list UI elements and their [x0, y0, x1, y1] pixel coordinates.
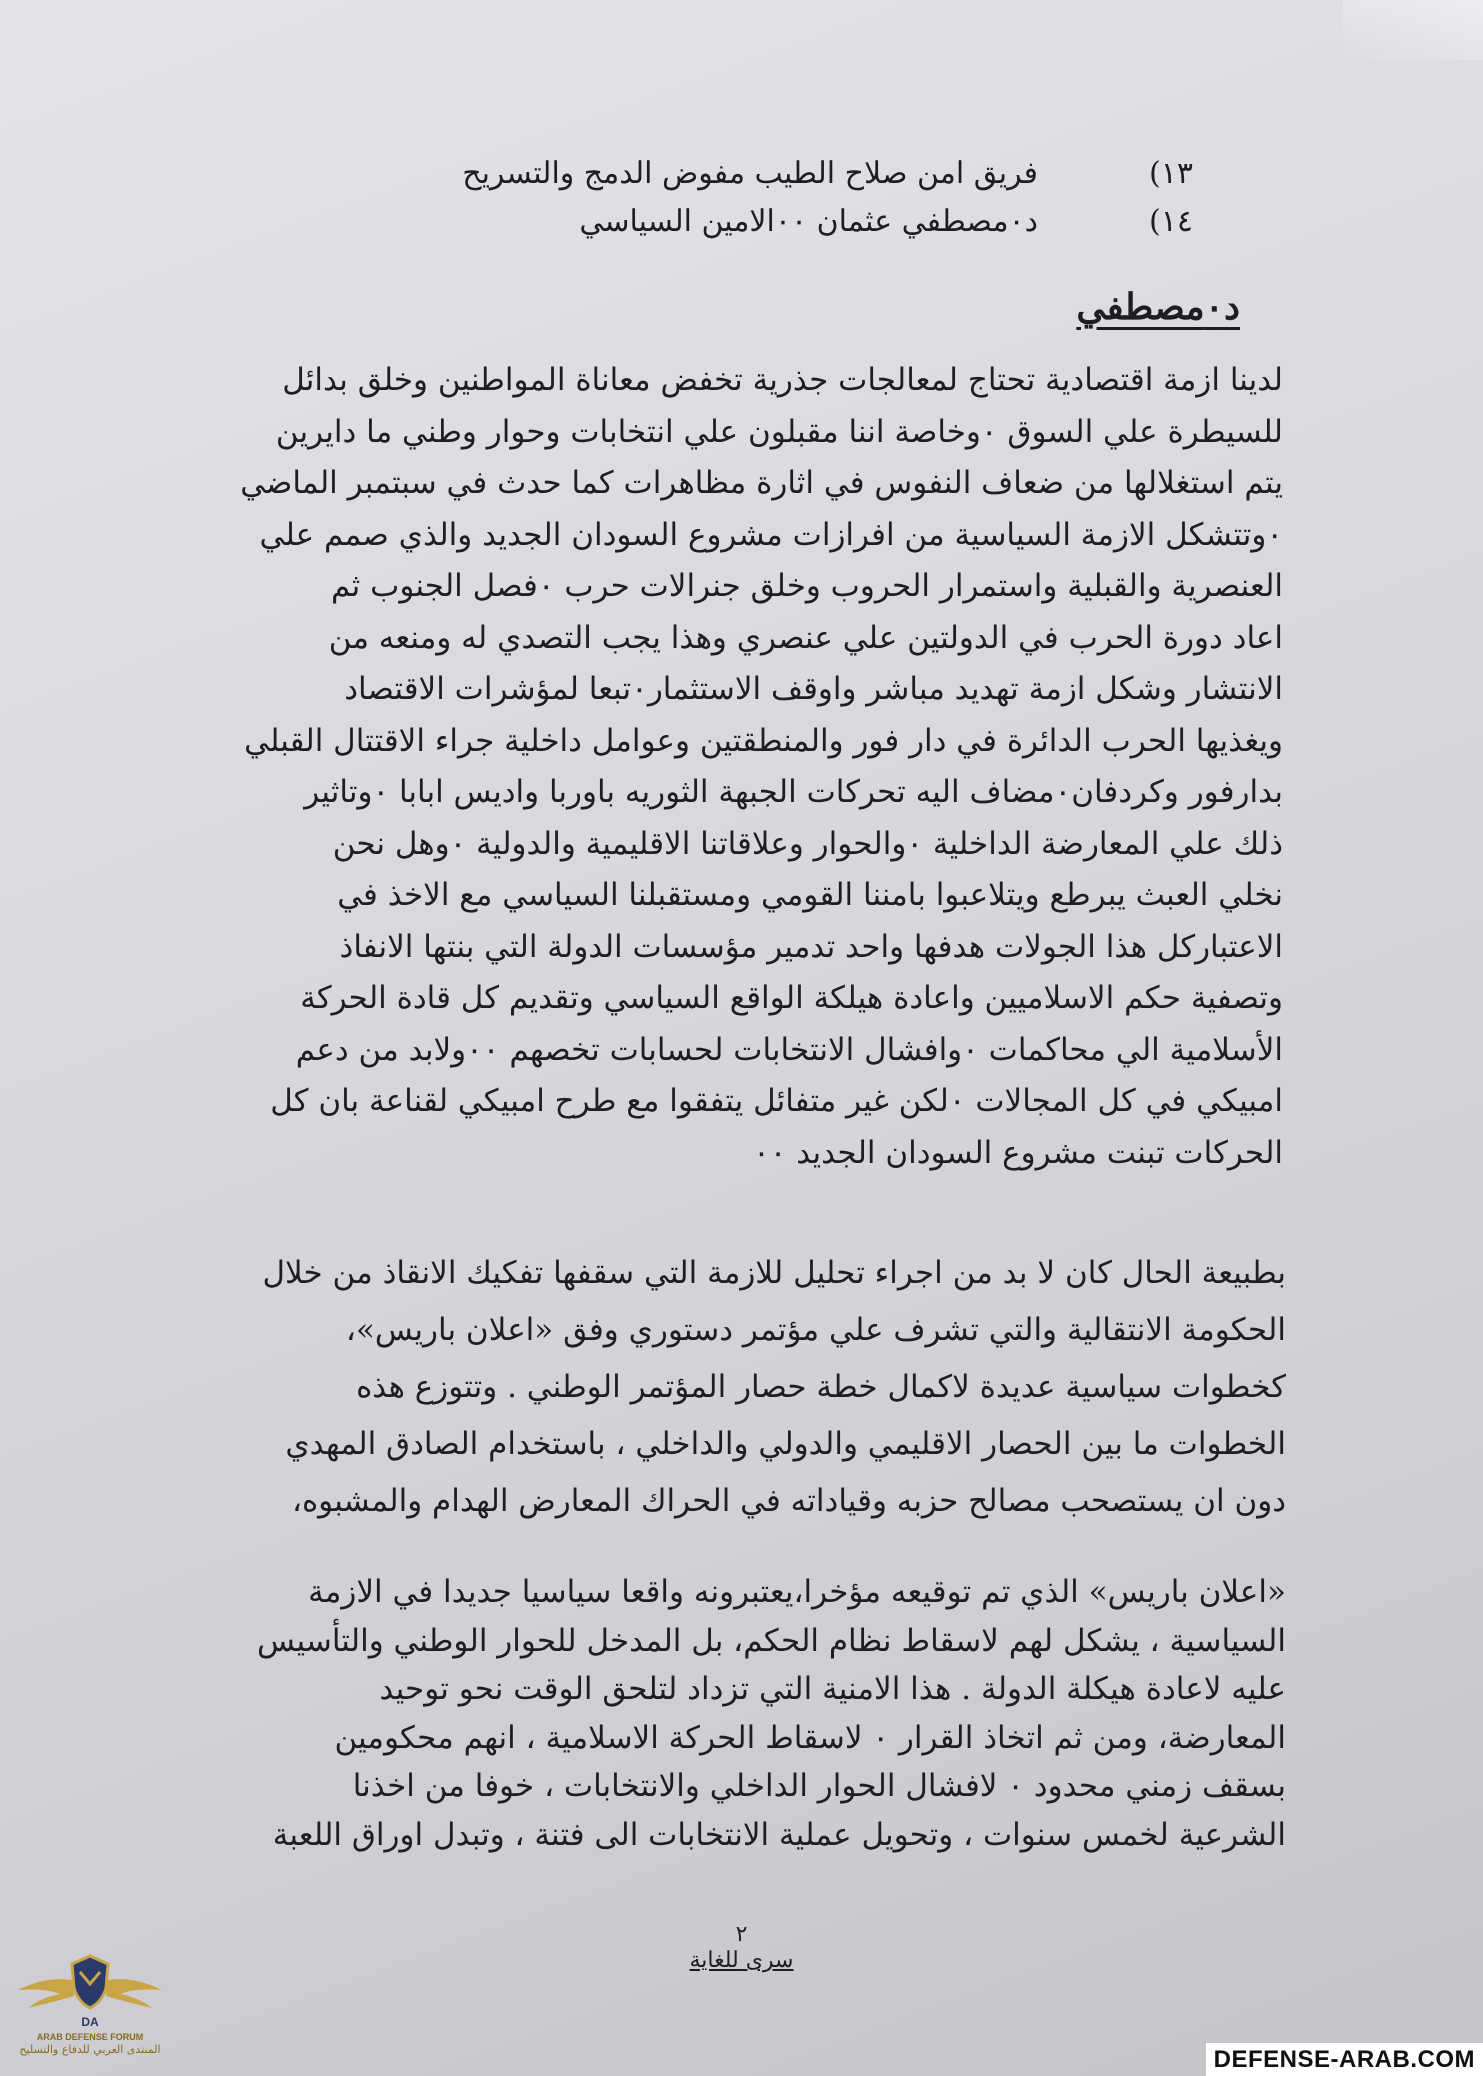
page-number: ٢ — [735, 1922, 748, 1947]
list-item-13 — [293, 156, 1193, 196]
text-line: بدارفور وكردفان٠مضاف اليه تحركات الجبهة الثوريه باوربا واديس ابابا ٠وتاثير — [304, 774, 1283, 810]
text-line: عليه لاعادة هيكلة الدولة . هذا الامنية التي تزداد لتلحق الوقت نحو توحيد — [379, 1671, 1286, 1707]
text-line: الأسلامية الي محاكمات ٠وافشال الانتخابات لحسابات تخصهم ٠٠ولابد من دعم — [295, 1031, 1283, 1068]
paragraph-1 — [213, 355, 1283, 1179]
text-line: العنصرية والقبلية واستمرار الحروب وخلق جنرالات حرب ٠فصل الجنوب ثم — [331, 568, 1283, 604]
text-line: لدينا ازمة اقتصادية تحتاج لمعالجات جذرية تخفض معاناة المواطنين وخلق بدائل — [282, 362, 1283, 398]
text-line: نخلي العبث يبرطع ويتلاعبوا بامننا القومي ومستقبلنا السياسي مع الاخذ في — [337, 877, 1283, 913]
text-line: المعارضة، ومن ثم اتخاذ القرار ٠ لاسقاط الحركة الاسلامية ، انهم محكومين — [334, 1719, 1286, 1756]
paragraph-3 — [206, 1568, 1286, 1859]
text-line: ٠وتتشكل الازمة السياسية من افرازات مشروع السودان الجديد والذي صمم علي — [259, 516, 1283, 553]
list-item-text: د٠مصطفي عثمان ٠٠الامين السياسي — [579, 204, 1038, 239]
text-line: الاعتباركل هذا الجولات هدفها واحد تدمير مؤسسات الدولة التي بنتها الانفاذ — [339, 928, 1283, 965]
text-line: ويغذيها الحرب الدائرة في دار فور والمنطقتين وعوامل داخلية جراء الاقتتال القبلي — [244, 722, 1283, 759]
list-item-number: ١٤) — [1149, 204, 1193, 239]
paper-fold-highlight — [1343, 0, 1483, 60]
logo-caption-arabic: المنتدى العربي للدفاع والتسليح — [19, 2043, 161, 2056]
list-item-14 — [293, 204, 1193, 244]
svg-text:DA: DA — [81, 2015, 99, 2029]
text-line: الخطوات ما بين الحصار الاقليمي والدولي والداخلي ، باستخدام الصادق المهدي — [285, 1426, 1286, 1462]
text-line: بسقف زمني محدود ٠ لافشال الحوار الداخلي والانتخابات ، خوفا من اخذنا — [352, 1768, 1286, 1804]
text-line: يتم استغلالها من ضعاف النفوس في اثارة مظاهرات كما حدث في سبتمبر الماضي — [240, 465, 1283, 501]
section-heading: د٠مصطفي — [1076, 286, 1240, 328]
list-item-text: فريق امن صلاح الطيب مفوض الدمج والتسريح — [462, 156, 1038, 191]
text-line: امبيكي في كل المجالات ٠لكن غير متفائل يتفقوا مع طرح امبيكي لقناعة بان كل — [270, 1083, 1283, 1119]
text-line: للسيطرة علي السوق ٠وخاصة اننا مقبلون علي انتخابات وحوار وطني ما دايرين — [275, 413, 1283, 450]
site-watermark: DEFENSE-ARAB.COM — [1206, 2043, 1483, 2076]
text-line: بطبيعة الحال كان لا بد من اجراء تحليل للازمة التي سقفها تفكيك الانقاذ من خلال — [262, 1255, 1286, 1291]
text-line: كخطوات سياسية عديدة لاكمال خطة حصار المؤتمر الوطني . وتتوزع هذه — [356, 1369, 1286, 1405]
forum-logo — [10, 1950, 170, 2070]
text-line: السياسية ، يشكل لهم لاسقاط نظام الحكم، بل المدخل للحوار الوطني والتأسيس — [256, 1622, 1286, 1659]
text-line: الانتشار وشكل ازمة تهديد مباشر واوقف الاستثمار٠تبعا لمؤشرات الاقتصاد — [344, 671, 1283, 707]
text-line: الحكومة الانتقالية والتي تشرف علي مؤتمر دستوري وفق «اعلان باريس»، — [345, 1312, 1286, 1348]
logo-caption-english: ARAB DEFENSE FORUM — [36, 2032, 144, 2042]
list-item-number: ١٣) — [1149, 156, 1193, 191]
classification-label: سرى للغاية — [689, 1948, 794, 1973]
text-line: وتصفية حكم الاسلاميين واعادة هيلكة الواقع السياسي وتقديم كل قادة الحركة — [300, 980, 1283, 1016]
paragraph-2 — [166, 1245, 1286, 1530]
text-line: الحركات تبنت مشروع السودان الجديد ٠٠ — [753, 1134, 1283, 1171]
winged-shield-icon — [10, 1950, 170, 2032]
text-line: «اعلان باريس» الذي تم توقيعه مؤخرا،يعتبرونه واقعا سياسيا جديدا في الازمة — [308, 1574, 1286, 1610]
text-line: الشرعية لخمس سنوات ، وتحويل عملية الانتخابات الى فتنة ، وتبدل اوراق اللعبة — [272, 1816, 1286, 1853]
text-line: ذلك علي المعارضة الداخلية ٠والحوار وعلاقاتنا الاقليمية والدولية ٠وهل نحن — [332, 825, 1283, 862]
text-line: اعاد دورة الحرب في الدولتين علي عنصري وهذا يجب التصدي له ومنعه من — [328, 619, 1283, 656]
text-line: دون ان يستصحب مصالح حزبه وقياداته في الحراك المعارض الهدام والمشبوه، — [291, 1483, 1286, 1519]
